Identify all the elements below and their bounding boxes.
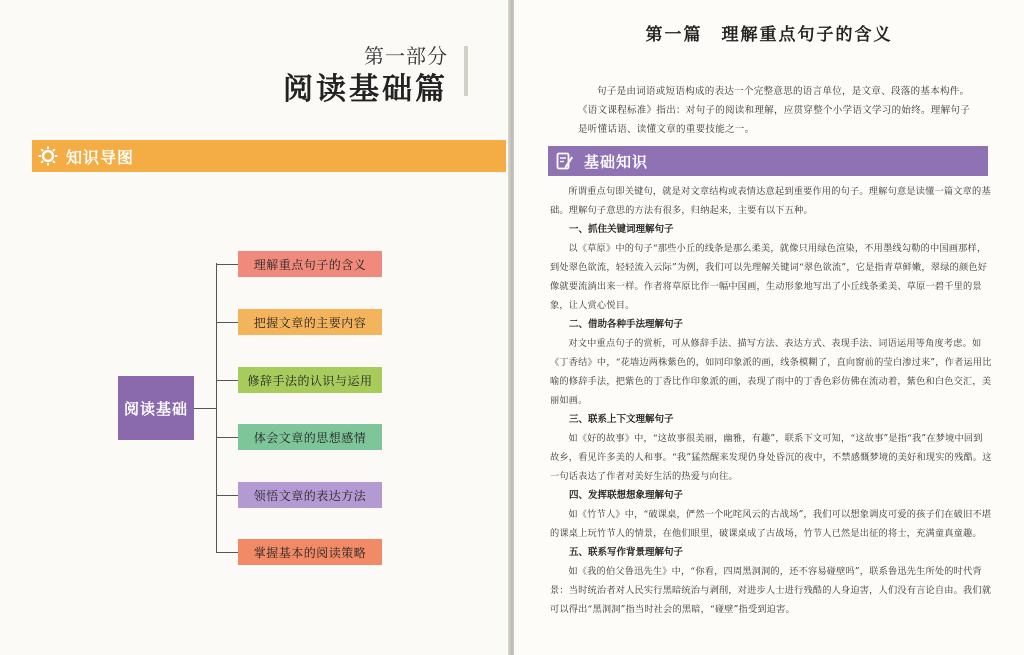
mindmap-branch-1: 理解重点句子的含义 <box>238 251 382 277</box>
opening-paragraph: 所谓重点句即关键句，就是对文章结构或表情达意起到重要作用的句子。理解句意是读懂一篇文章的基础。理解句子意思的方法有很多，归纳起来，主要有以下五种。 <box>550 186 991 216</box>
mindmap-connector <box>216 552 238 553</box>
mindmap-branch-4: 体会文章的思想感情 <box>238 424 382 450</box>
method-text-5: 如《我的伯父鲁迅先生》中，“你看，四周黑洞洞的，还不容易碰壁吗”，联系鲁迅先生所处的时代背景：当时统治者对人民实行黑暗统治与剥削，对进步人士进行残酷的人身迫害，人们没有言论自由。我们就可以得出“黑洞洞”指当时社会的黑暗，“碰壁”指受到迫害。 <box>550 566 992 615</box>
method-heading-4: 四、发挥联想想象理解句子 <box>569 490 684 501</box>
mindmap-root: 阅读基础 <box>118 376 194 440</box>
title-accent-bar <box>464 46 468 96</box>
method-heading-2: 二、借助各种手法理解句子 <box>569 319 684 330</box>
notebook-pen-icon <box>556 151 574 171</box>
method-heading-3: 三、联系上下文理解句子 <box>569 414 674 425</box>
chapter-title: 第一篇 理解重点句子的含义 <box>645 25 893 45</box>
method-heading-1: 一、抓住关键词理解句子 <box>569 224 674 235</box>
article-body <box>550 182 992 619</box>
section-label: 知识导图 <box>66 148 135 167</box>
mindmap-branch-2: 把握文章的主要内容 <box>238 309 382 335</box>
chapter-intro: 句子是由词语或短语构成的表达一个完整意思的语言单位，是文章、段落的基本构件。《语文课程标准》指出：对句子的阅读和理解，应贯穿整个小学语文学习的始终。理解句子是听懂话语、读懂文章的重要技能之一。 <box>578 85 971 135</box>
method-text-2: 对文中重点句子的赏析，可从修辞手法、描写方法、表达方式、表现手法、词语运用等角度考虑。如《丁香结》中，“花墙边两株紫色的，如同印象派的画，线条模糊了，直向窗前的莹白渗过来”，作者运用比喻的修辞手法，把紫色的丁香比作印象派的画，表现了雨中的丁香色彩仿佛在流动着，紫色和白色交汇，美丽如画。 <box>550 338 992 406</box>
mindmap-connector <box>216 264 238 265</box>
mindmap-branch-3: 修辞手法的认识与运用 <box>238 367 382 393</box>
method-text-1: 以《草原》中的句子“那些小丘的线条是那么柔美，就像只用绿色渲染，不用墨线勾勒的中国画那样，到处翠色欲流，轻轻流入云际”为例，我们可以先理解关键词“翠色欲流”，它是指青草鲜嫩，翠绿的颜色好像就要流淌出来一样。作者将草原比作一幅中国画，生动形象地写出了小丘线条柔美、草原一碧千里的景象，让人赏心悦目。 <box>550 243 988 311</box>
sun-icon <box>38 146 58 166</box>
method-heading-5: 五、联系写作背景理解句子 <box>569 547 684 558</box>
method-text-4: 如《竹节人》中，“破课桌，俨然一个叱咤风云的古战场”，我们可以想象调皮可爱的孩子们在破旧不堪的课桌上玩竹节人的情景，在他们眼里，破课桌成了古战场，竹节人已然是出征的将士，充满童真童趣。 <box>550 509 992 539</box>
method-text-3: 如《好的故事》中，“这故事很美丽，幽雅，有趣”，联系下文可知，“这故事”是指“我”在梦境中回到故乡，看见许多美的人和事。“我”猛然醒来发现仍身处昏沉的夜中，不禁感慨梦境的美好和现实的残酷。这一句话表达了作者对美好生活的热爱与向往。 <box>550 433 992 482</box>
mindmap-spine <box>216 263 217 553</box>
basic-knowledge-label: 基础知识 <box>584 153 649 171</box>
mindmap-section-banner <box>32 140 506 172</box>
mindmap-connector <box>216 380 238 381</box>
right-page <box>514 0 1024 655</box>
mindmap-branch-6: 掌握基本的阅读策略 <box>238 539 382 565</box>
part-subtitle: 第一部分 <box>364 44 448 68</box>
mindmap-connector <box>216 322 238 323</box>
mindmap-connector <box>216 437 238 438</box>
part-title: 阅读基础篇 <box>283 72 448 107</box>
mindmap-connector <box>194 408 216 409</box>
mindmap-connector <box>216 495 238 496</box>
basic-knowledge-banner <box>548 146 988 176</box>
mindmap-branch-5: 领悟文章的表达方法 <box>238 482 382 508</box>
